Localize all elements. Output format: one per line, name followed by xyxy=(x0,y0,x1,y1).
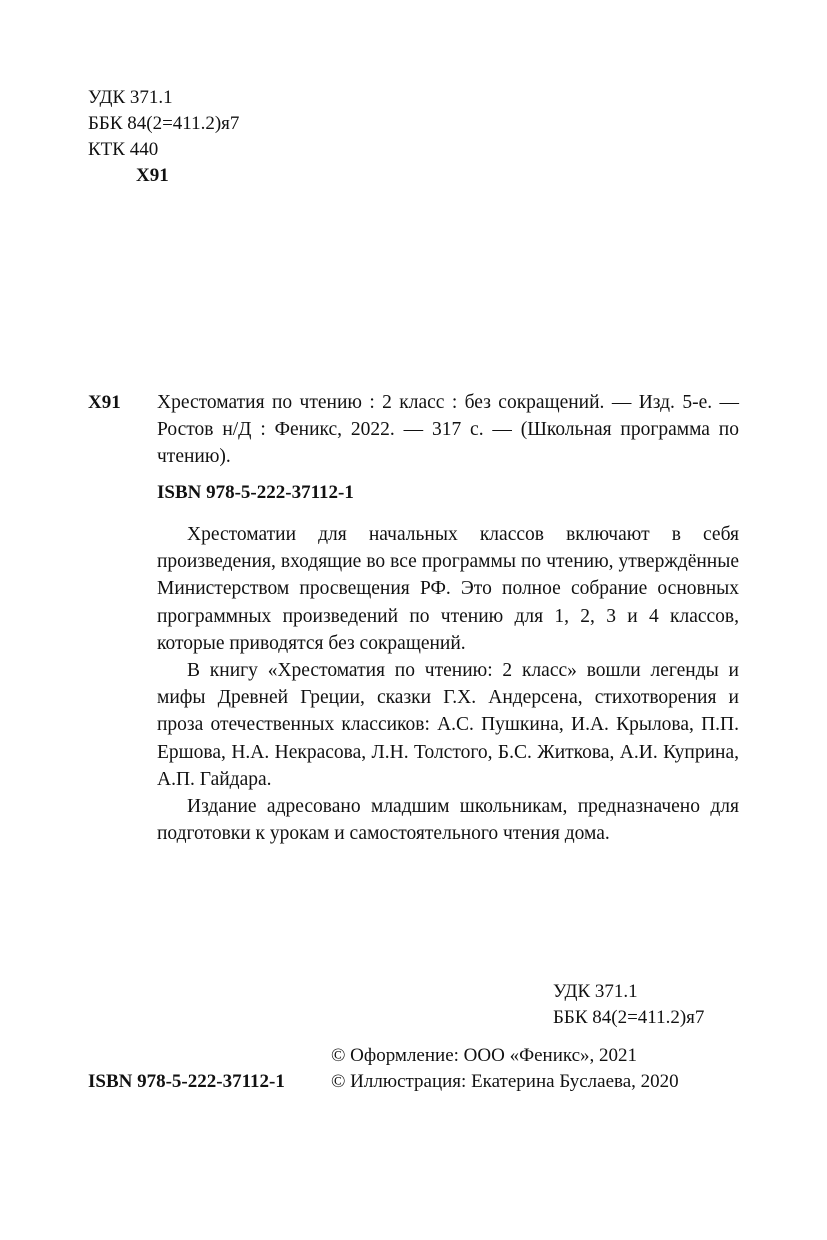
udk-code: УДК 371.1 xyxy=(88,87,173,108)
record-author-mark: Х91 xyxy=(88,392,121,413)
annotation-paragraph: Хрестоматии для начальных классов включают в себя произведения, входящие во все программы по чтению, утверждённые Министерством просвещения РФ. Это полное собрание основных программных произведений по чтению для 1, 2, 3 и 4 классов, которые приводятся без сокращений. xyxy=(157,524,739,654)
annotation-paragraph: Издание адресовано младшим школьникам, предназначено для подготовки к урокам и самостоятельного чтения дома. xyxy=(157,796,739,845)
author-mark: Х91 xyxy=(136,165,169,186)
bibliographic-description: Хрестоматия по чтению : 2 класс : без сокращений. — Изд. 5-е. — Ростов н/Д : Феникс, 2022. — 317 с. — (Школьная программа по чтению). xyxy=(157,392,739,468)
footer-bbk-code: ББК 84(2=411.2)я7 xyxy=(553,1007,705,1028)
copyright-illustration: © Иллюстрация: Екатерина Буслаева, 2020 xyxy=(331,1071,679,1092)
copyright-design: © Оформление: ООО «Феникс», 2021 xyxy=(331,1045,638,1066)
annotation-paragraph: В книгу «Хрестоматия по чтению: 2 класс» вошли легенды и мифы Древней Греции, сказки Г.Х. Андерсена, стихотворения и проза отечественных классиков: А.С. Пушкина, И.А. Крылова, П.П. Ершова, Н.А. Некрасова, Л.Н. Толстого, Б.С. Житкова, А.И. Куприна, А.П. Гайдара. xyxy=(157,660,739,790)
annotation xyxy=(157,521,739,847)
ktk-code: КТК 440 xyxy=(88,139,159,160)
record-isbn: ISBN 978-5-222-37112-1 xyxy=(157,482,354,503)
bbk-code: ББК 84(2=411.2)я7 xyxy=(88,113,240,134)
footer-isbn: ISBN 978-5-222-37112-1 xyxy=(88,1071,285,1092)
footer-udk-code: УДК 371.1 xyxy=(553,981,638,1002)
